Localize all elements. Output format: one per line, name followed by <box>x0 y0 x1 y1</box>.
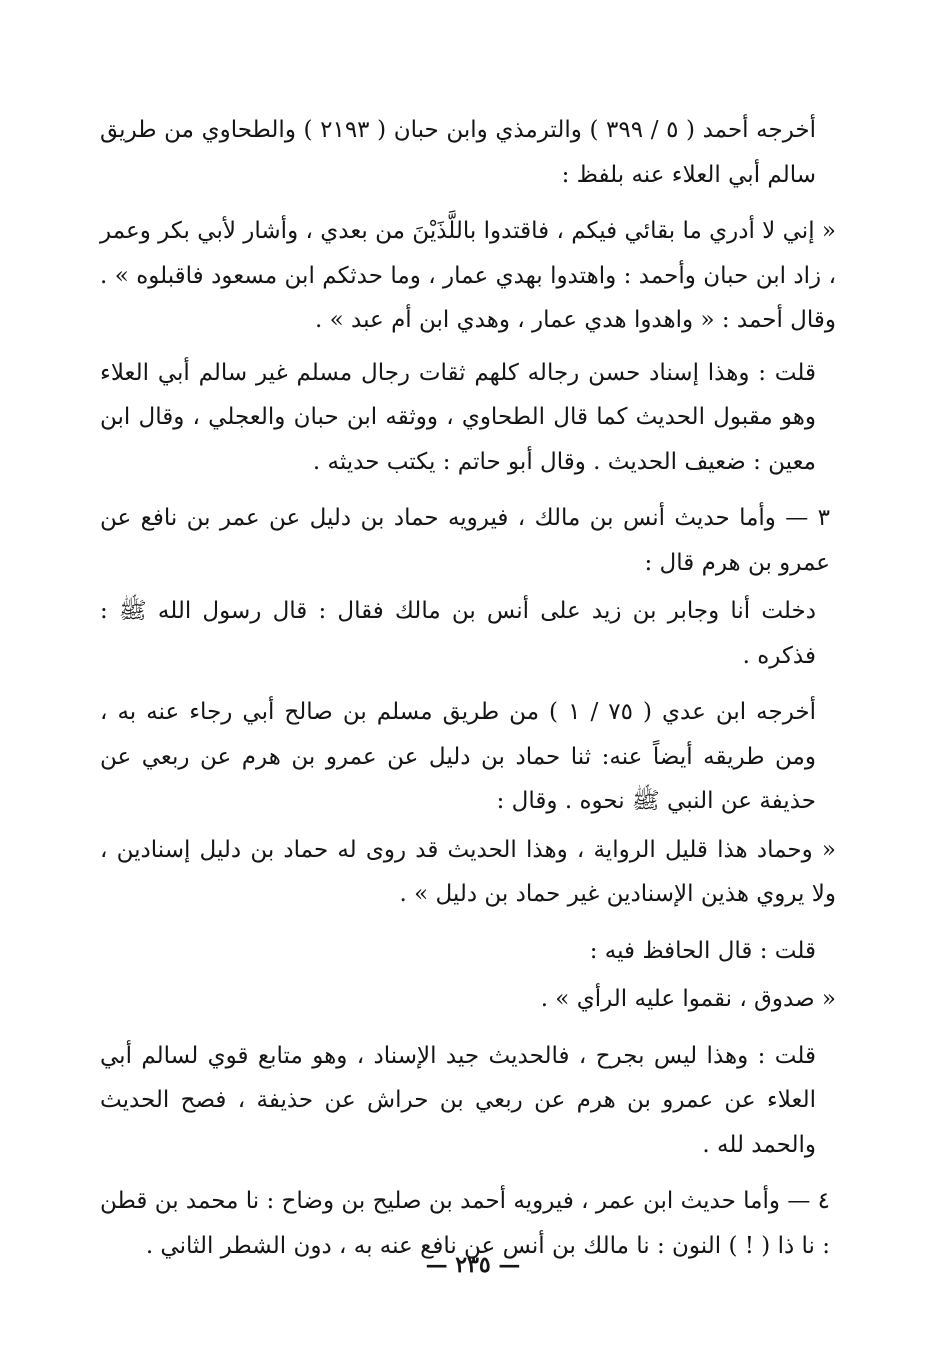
page-number: — ٢٣٥ — <box>425 1252 521 1278</box>
paragraph-conclusion: قلت : وهذا ليس بجرح ، فالحديث جيد الإسناد ، وهو متابع قوي لسالم أبي العلاء عن عمرو بن هرم عن ربعي بن حراش عن حذيفة ، فصح الحديث والحمد لله . <box>100 1042 816 1158</box>
page-body <box>100 108 836 1318</box>
paragraph-hafiz-says: قلت : قال الحافظ فيه : <box>589 937 816 964</box>
paragraph-ibn-adi: أخرجه ابن عدي ( ٧٥ / ١ ) من طريق مسلم بن صالح أبي رجاء عنه به ، ومن طريقه أيضاً عنه: ثنا حماد بن دليل عن عمرو بن هرم عن ربعي عن حذيفة عن النبي ﷺ نحوه . وقال : <box>100 699 816 814</box>
paragraph-isnad-verdict: قلت : وهذا إسناد حسن رجاله كلهم ثقات رجال مسلم غير سالم أبي العلاء وهو مقبول الحديث كما قال الطحاوي ، ووثقه ابن حبان والعجلي ، وقال ابن معين : ضعيف الحديث . وقال أبو حاتم : يكتب حديثه . <box>100 359 816 475</box>
quote-hafiz-verdict: « صدوق ، نقموا عليه الرأي » . <box>540 986 836 1012</box>
quote-hadith-text: « إني لا أدري ما بقائي فيكم ، فاقتدوا باللَّذَيْنَ من بعدي ، وأشار لأبي بكر وعمر ، زاد ابن حبان وأحمد : واهتدوا بهدي عمار ، وما حدثكم ابن مسعود فاقبلوه » . وقال أحمد : « واهدوا هدي عمار ، وهدي ابن أم عبد » . <box>100 218 836 333</box>
quote-ibn-adi: « وحماد هذا قليل الرواية ، وهذا الحديث قد روى له حماد بن دليل إسنادين ، ولا يروي هذين الإسنادين غير حماد بن دليل » . <box>100 836 836 907</box>
quote-anas-text: دخلت أنا وجابر بن زيد على أنس بن مالك فقال : قال رسول الله ﷺ : فذكره . <box>100 598 816 669</box>
paragraph-ibn-umar-hadith: ٤ — وأما حديث ابن عمر ، فيرويه أحمد بن صليح بن وضاح : نا محمد بن قطن : نا ذا ( ! ) النون : نا مالك بن أنس عن نافع عنه به ، دون الشطر الثاني . <box>100 1188 830 1259</box>
paragraph-takhrij-ahmad: أخرجه أحمد ( ٥ / ٣٩٩ ) والترمذي وابن حبان ( ٢١٩٣ ) والطحاوي من طريق سالم أبي العلاء عنه بلفظ : <box>100 117 817 188</box>
paragraph-anas-hadith: ٣ — وأما حديث أنس بن مالك ، فيرويه حماد بن دليل عن عمر بن نافع عن عمرو بن هرم قال : <box>100 505 830 576</box>
